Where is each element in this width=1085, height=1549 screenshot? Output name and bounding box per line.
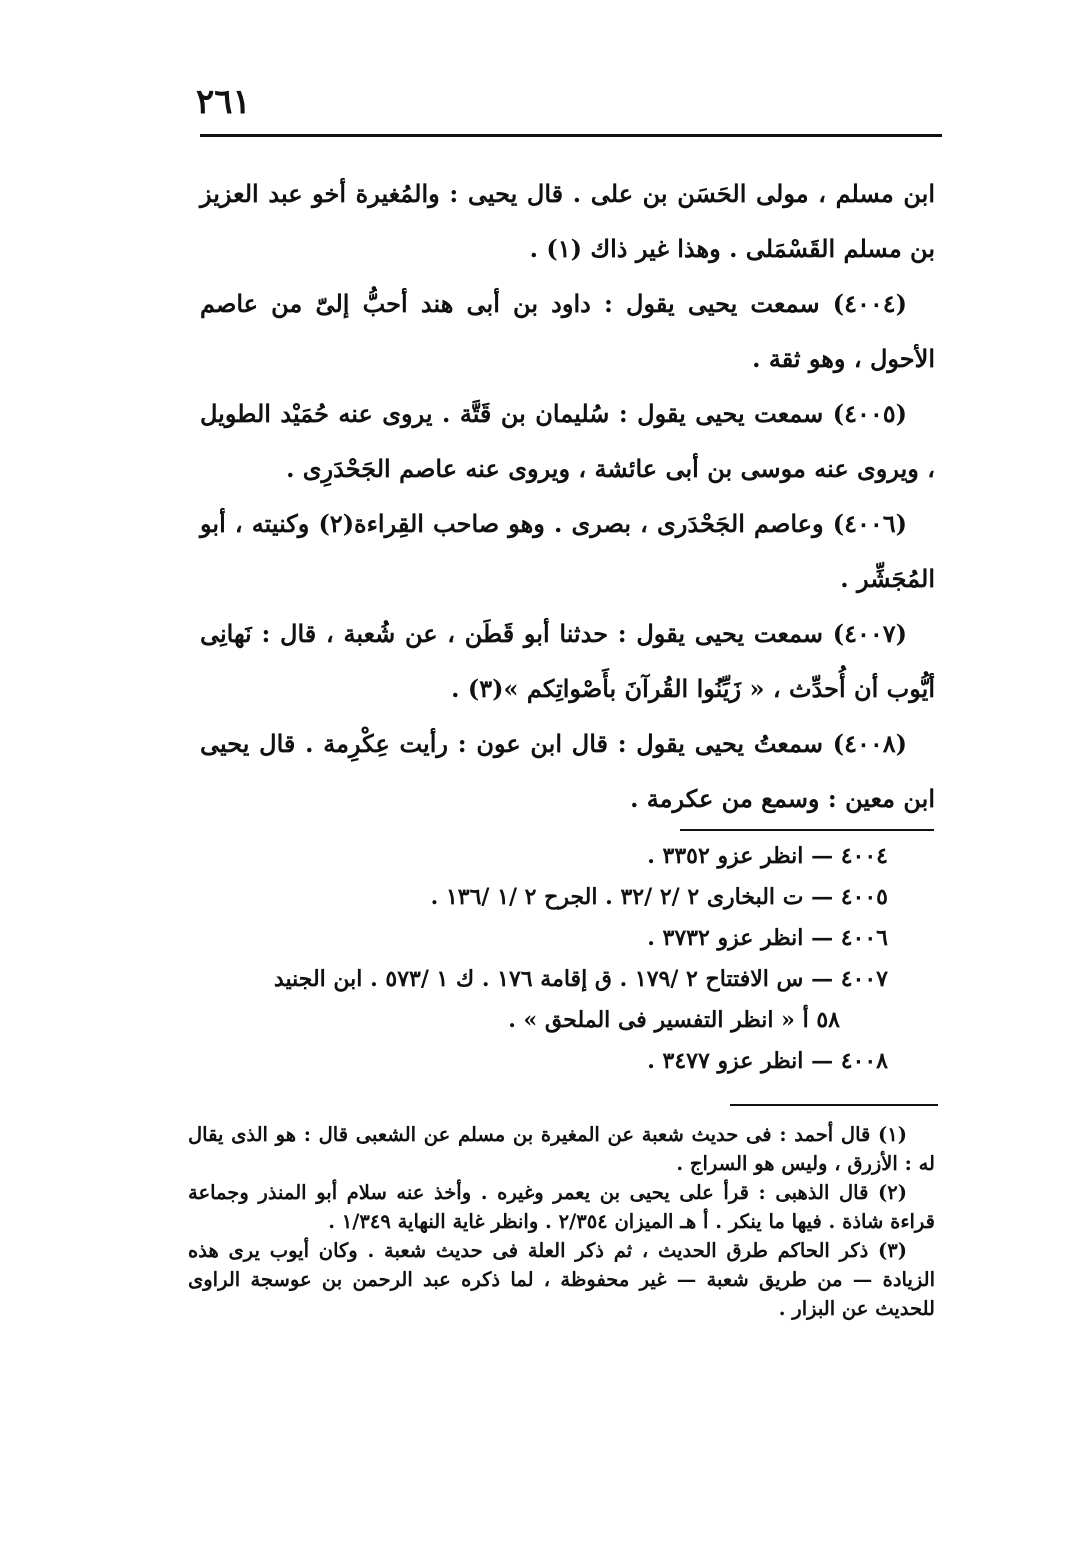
entry-4004: (٤٠٠٤) سمعت يحيى يقول : داود بن أبى هند أحبُّ إلىّ من عاصم الأحول ، وهو ثقة . [200, 289, 935, 373]
reference-4007-continuation: ٥٨ أ « انظر التفسير فى الملحق » . [508, 1007, 840, 1033]
page-number: ٢٦١ [196, 82, 251, 122]
reference-4004: ٤٠٠٤ — انظر عزو ٣٣٥٢ . [647, 843, 888, 869]
reference-4008: ٤٠٠٨ — انظر عزو ٣٤٧٧ . [647, 1048, 888, 1074]
reference-4007: ٤٠٠٧ — س الافتتاح ٢ /١٧٩ . ق إقامة ١٧٦ . ك ١ /٥٧٣ . ابن الجنيد [273, 966, 888, 992]
footnote-3: (٣) ذكر الحاكم طرق الحديث ، ثم ذكر العلة فى حديث شعبة . وكان أيوب يرى هذه الزيادة — من طريق شعبة — غير محفوظة ، لما ذكره عبد الرحمن بن عوسجة الراوى للحديث عن البزار . [188, 1239, 935, 1320]
entry-4005: (٤٠٠٥) سمعت يحيى يقول : سُليمان بن قَتَّة . يروى عنه حُمَيْد الطويل ، ويروى عنه موسى بن أبى عائشة ، ويروى عنه عاصم الجَحْدَرِى . [200, 399, 935, 483]
footnote-1: (١) قال أحمد : فى حديث شعبة عن المغيرة بن مسلم عن الشعبى قال : هو الذى يقال له : الأزرق ، وليس هو السراج . [188, 1123, 935, 1175]
entry-4007: (٤٠٠٧) سمعت يحيى يقول : حدثنا أبو قَطَن ، عن شُعبة ، قال : نَهانِى أيُّوب أن أُحدِّث ، « زَيِّنُوا القُرآنَ بأَصْواتِكم »(٣) . [200, 619, 935, 703]
footnotes [188, 1120, 935, 1323]
references-separator [680, 829, 934, 831]
entry-4006: (٤٠٠٦) وعاصم الجَحْدَرى ، بصرى . وهو صاحب القِراءة(٢) وكنيته ، أبو المُجَشِّر . [200, 509, 935, 593]
reference-4006: ٤٠٠٦ — انظر عزو ٣٧٣٢ . [647, 925, 888, 951]
entry-4008: (٤٠٠٨) سمعتُ يحيى يقول : قال ابن عون : رأيت عِكْرِمة . قال يحيى ابن معين : وسمع من عكرمة . [200, 729, 935, 813]
paragraph-continuation: ابن مسلم ، مولى الحَسَن بن على . قال يحيى : والمُغيرة أخو عبد العزيز بن مسلم القَسْمَلى . وهذا غير ذاك (١) . [200, 179, 935, 263]
footnotes-separator [730, 1104, 938, 1106]
header-rule [200, 134, 942, 137]
references [200, 836, 888, 1082]
reference-4005: ٤٠٠٥ — ت البخارى ٢ /٢ /٣٢ . الجرح ٢ /١ /١٣٦ . [430, 884, 888, 910]
main-text [200, 166, 935, 826]
footnote-2: (٢) قال الذهبى : قرأ على يحيى بن يعمر وغيره . وأخذ عنه سلام أبو المنذر وجماعة قراءة شاذة . فيها ما ينكر . أ هـ الميزان ٢/٣٥٤ . وانظر غاية النهاية ١/٣٤٩ . [188, 1181, 935, 1233]
